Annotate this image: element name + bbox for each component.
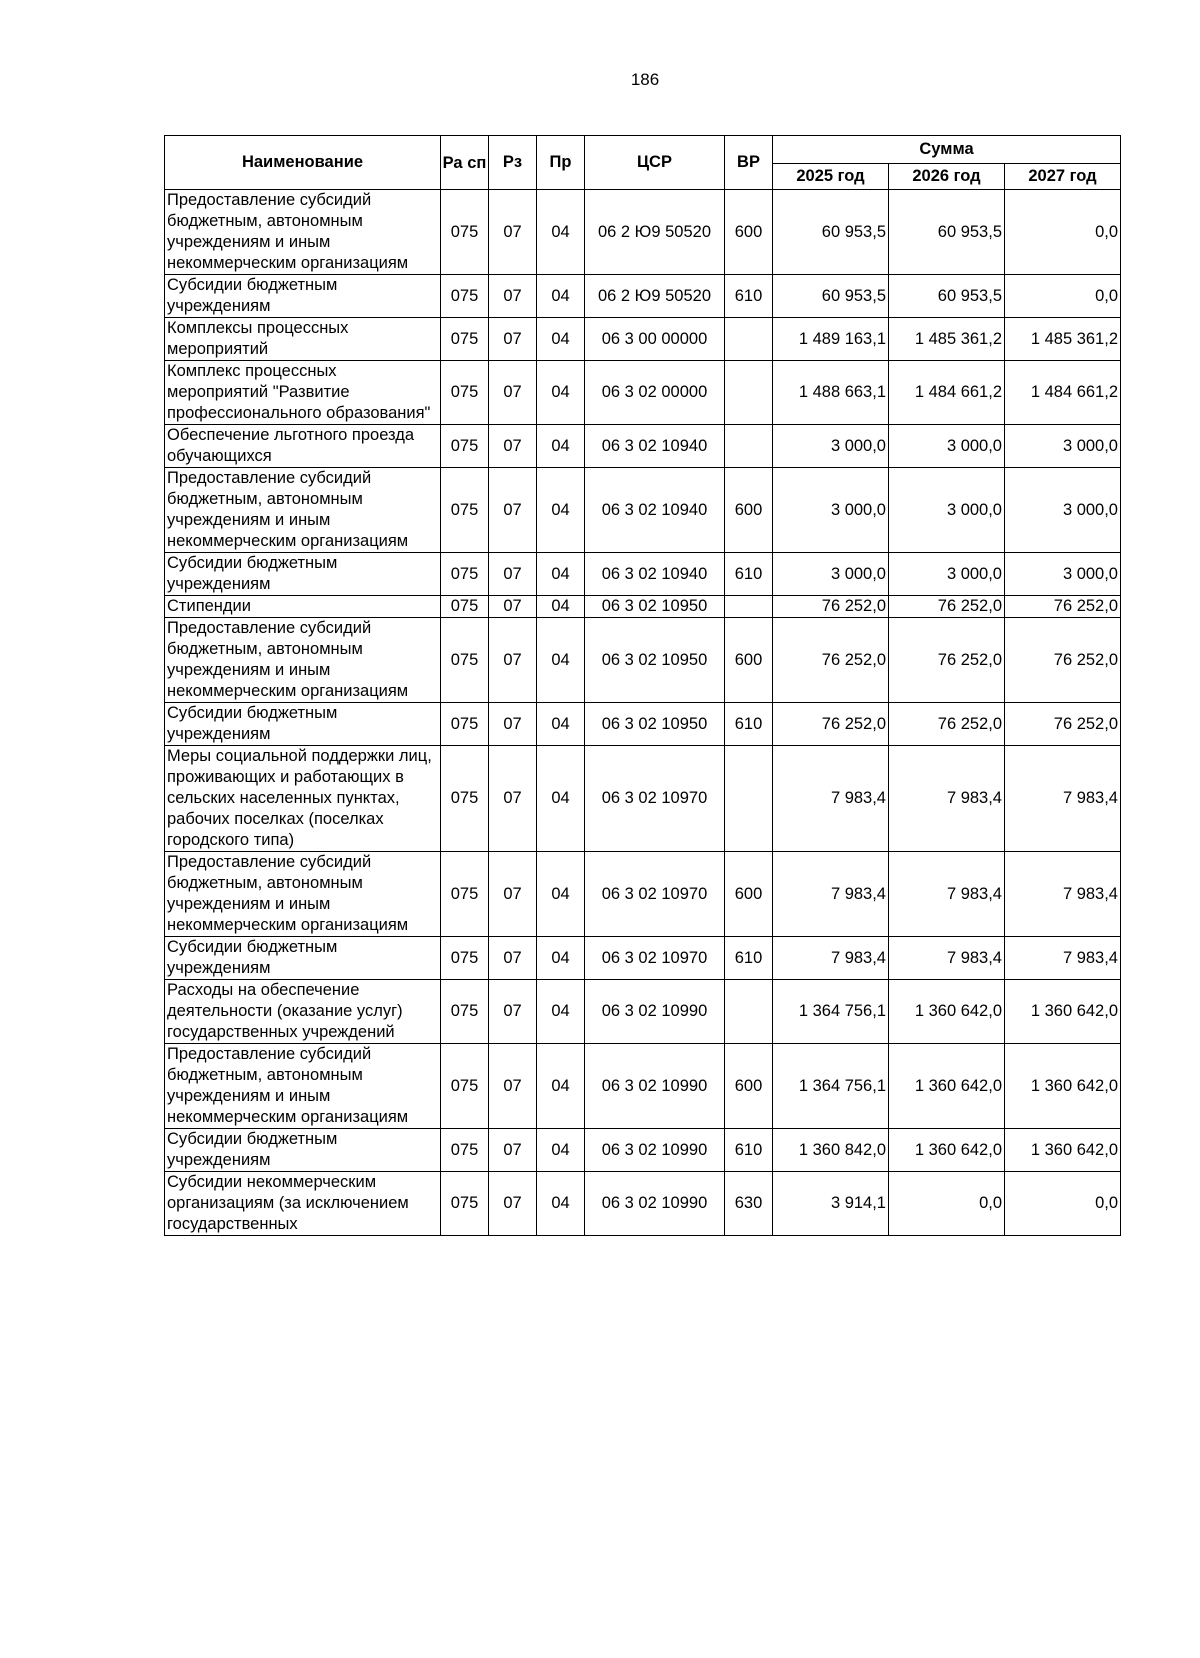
cell-name: Меры социальной поддержки лиц, проживающих и работающих в сельских населенных пунктах, рабочих поселках (поселках городского типа): [165, 746, 441, 852]
cell-pr: 04: [537, 852, 585, 937]
cell-rasp: 075: [441, 318, 489, 361]
cell-rasp: 075: [441, 746, 489, 852]
table-row: [165, 1044, 1121, 1129]
cell-y2027: 0,0: [1005, 190, 1121, 275]
table-row: [165, 703, 1121, 746]
cell-pr: 04: [537, 937, 585, 980]
cell-rz: 07: [489, 318, 537, 361]
cell-y2025: 76 252,0: [773, 618, 889, 703]
cell-y2027: 3 000,0: [1005, 553, 1121, 596]
cell-pr: 04: [537, 553, 585, 596]
cell-rz: 07: [489, 852, 537, 937]
cell-y2025: 3 000,0: [773, 425, 889, 468]
table-row: [165, 425, 1121, 468]
cell-vr: 610: [725, 703, 773, 746]
cell-rz: 07: [489, 937, 537, 980]
cell-name: Комплекс процессных мероприятий "Развитие профессионального образования": [165, 361, 441, 425]
cell-rz: 07: [489, 468, 537, 553]
cell-y2025: 3 000,0: [773, 553, 889, 596]
cell-vr: [725, 425, 773, 468]
cell-vr: [725, 361, 773, 425]
cell-rz: 07: [489, 1129, 537, 1172]
header-rasp: Ра сп: [441, 136, 489, 190]
cell-y2026: 3 000,0: [889, 425, 1005, 468]
cell-y2027: 76 252,0: [1005, 618, 1121, 703]
cell-vr: 610: [725, 937, 773, 980]
cell-name: Обеспечение льготного проезда обучающихся: [165, 425, 441, 468]
cell-csr: 06 3 02 10970: [585, 852, 725, 937]
cell-vr: 600: [725, 1044, 773, 1129]
table-row: [165, 746, 1121, 852]
cell-csr: 06 3 02 10950: [585, 703, 725, 746]
cell-y2025: 60 953,5: [773, 275, 889, 318]
table-row: [165, 1172, 1121, 1236]
cell-rasp: 075: [441, 1172, 489, 1236]
cell-rasp: 075: [441, 937, 489, 980]
cell-y2025: 1 360 842,0: [773, 1129, 889, 1172]
cell-y2027: 1 485 361,2: [1005, 318, 1121, 361]
cell-y2025: 3 914,1: [773, 1172, 889, 1236]
cell-pr: 04: [537, 190, 585, 275]
table-row: [165, 618, 1121, 703]
header-pr: Пр: [537, 136, 585, 190]
cell-vr: [725, 746, 773, 852]
table-row: [165, 361, 1121, 425]
cell-name: Субсидии бюджетным учреждениям: [165, 703, 441, 746]
cell-rz: 07: [489, 618, 537, 703]
table-row: [165, 937, 1121, 980]
cell-y2027: 1 360 642,0: [1005, 980, 1121, 1044]
cell-rasp: 075: [441, 190, 489, 275]
cell-y2027: 1 484 661,2: [1005, 361, 1121, 425]
cell-vr: 600: [725, 618, 773, 703]
cell-y2026: 76 252,0: [889, 703, 1005, 746]
cell-rasp: 075: [441, 553, 489, 596]
cell-y2027: 76 252,0: [1005, 703, 1121, 746]
cell-name: Предоставление субсидий бюджетным, автономным учреждениям и иным некоммерческим организациям: [165, 852, 441, 937]
cell-csr: 06 3 02 10950: [585, 618, 725, 703]
table-row: [165, 190, 1121, 275]
cell-y2025: 1 489 163,1: [773, 318, 889, 361]
header-vr: ВР: [725, 136, 773, 190]
cell-csr: 06 2 Ю9 50520: [585, 190, 725, 275]
header-csr: ЦСР: [585, 136, 725, 190]
cell-pr: 04: [537, 468, 585, 553]
cell-name: Предоставление субсидий бюджетным, автономным учреждениям и иным некоммерческим организациям: [165, 1044, 441, 1129]
cell-y2026: 76 252,0: [889, 596, 1005, 618]
cell-y2025: 1 364 756,1: [773, 1044, 889, 1129]
header-2025: 2025 год: [773, 164, 889, 190]
table-row: [165, 553, 1121, 596]
header-2027: 2027 год: [1005, 164, 1121, 190]
header-sum: Сумма: [773, 136, 1121, 164]
cell-y2027: 3 000,0: [1005, 468, 1121, 553]
cell-pr: 04: [537, 980, 585, 1044]
cell-vr: 610: [725, 553, 773, 596]
cell-name: Субсидии бюджетным учреждениям: [165, 553, 441, 596]
cell-pr: 04: [537, 1172, 585, 1236]
cell-y2026: 60 953,5: [889, 275, 1005, 318]
cell-y2026: 7 983,4: [889, 852, 1005, 937]
cell-rasp: 075: [441, 596, 489, 618]
budget-table: [164, 135, 1121, 1236]
cell-rz: 07: [489, 746, 537, 852]
cell-y2027: 0,0: [1005, 1172, 1121, 1236]
cell-y2025: 76 252,0: [773, 596, 889, 618]
cell-y2026: 3 000,0: [889, 553, 1005, 596]
table-row: [165, 275, 1121, 318]
cell-vr: 600: [725, 468, 773, 553]
cell-pr: 04: [537, 425, 585, 468]
cell-rasp: 075: [441, 425, 489, 468]
cell-csr: 06 3 02 10940: [585, 468, 725, 553]
cell-rz: 07: [489, 1172, 537, 1236]
cell-y2026: 76 252,0: [889, 618, 1005, 703]
cell-rasp: 075: [441, 361, 489, 425]
cell-y2025: 1 488 663,1: [773, 361, 889, 425]
cell-csr: 06 3 02 10990: [585, 1044, 725, 1129]
cell-csr: 06 3 02 10950: [585, 596, 725, 618]
cell-y2026: 7 983,4: [889, 937, 1005, 980]
cell-name: Предоставление субсидий бюджетным, автономным учреждениям и иным некоммерческим организациям: [165, 190, 441, 275]
header-name: Наименование: [165, 136, 441, 190]
cell-y2025: 60 953,5: [773, 190, 889, 275]
cell-pr: 04: [537, 1044, 585, 1129]
cell-y2025: 76 252,0: [773, 703, 889, 746]
cell-vr: [725, 980, 773, 1044]
cell-rz: 07: [489, 980, 537, 1044]
cell-rasp: 075: [441, 1129, 489, 1172]
cell-y2026: 1 360 642,0: [889, 1044, 1005, 1129]
cell-name: Стипендии: [165, 596, 441, 618]
cell-csr: 06 3 02 00000: [585, 361, 725, 425]
cell-y2026: 0,0: [889, 1172, 1005, 1236]
cell-rasp: 075: [441, 980, 489, 1044]
cell-csr: 06 3 02 10940: [585, 425, 725, 468]
header-rz: Рз: [489, 136, 537, 190]
cell-rasp: 075: [441, 275, 489, 318]
cell-name: Комплексы процессных мероприятий: [165, 318, 441, 361]
cell-rasp: 075: [441, 1044, 489, 1129]
cell-csr: 06 3 02 10940: [585, 553, 725, 596]
cell-y2027: 7 983,4: [1005, 746, 1121, 852]
cell-y2026: 7 983,4: [889, 746, 1005, 852]
cell-y2027: 7 983,4: [1005, 852, 1121, 937]
cell-y2026: 1 485 361,2: [889, 318, 1005, 361]
cell-rz: 07: [489, 275, 537, 318]
cell-vr: 600: [725, 852, 773, 937]
cell-pr: 04: [537, 1129, 585, 1172]
cell-y2026: 1 360 642,0: [889, 1129, 1005, 1172]
cell-pr: 04: [537, 746, 585, 852]
cell-name: Субсидии бюджетным учреждениям: [165, 1129, 441, 1172]
cell-y2025: 1 364 756,1: [773, 980, 889, 1044]
cell-pr: 04: [537, 703, 585, 746]
cell-csr: 06 3 02 10990: [585, 1172, 725, 1236]
cell-y2025: 7 983,4: [773, 937, 889, 980]
cell-pr: 04: [537, 618, 585, 703]
cell-y2027: 7 983,4: [1005, 937, 1121, 980]
cell-y2026: 1 360 642,0: [889, 980, 1005, 1044]
cell-y2025: 3 000,0: [773, 468, 889, 553]
cell-name: Субсидии бюджетным учреждениям: [165, 275, 441, 318]
cell-pr: 04: [537, 596, 585, 618]
table-header: [165, 136, 1121, 190]
cell-rz: 07: [489, 425, 537, 468]
table-row: [165, 596, 1121, 618]
cell-y2027: 1 360 642,0: [1005, 1129, 1121, 1172]
header-2026: 2026 год: [889, 164, 1005, 190]
cell-name: Субсидии бюджетным учреждениям: [165, 937, 441, 980]
cell-pr: 04: [537, 318, 585, 361]
cell-vr: 610: [725, 1129, 773, 1172]
cell-pr: 04: [537, 275, 585, 318]
cell-csr: 06 3 02 10990: [585, 1129, 725, 1172]
table-body: [165, 190, 1121, 1236]
cell-name: Предоставление субсидий бюджетным, автономным учреждениям и иным некоммерческим организациям: [165, 618, 441, 703]
cell-pr: 04: [537, 361, 585, 425]
cell-rz: 07: [489, 596, 537, 618]
cell-name: Расходы на обеспечение деятельности (оказание услуг) государственных учреждений: [165, 980, 441, 1044]
cell-y2027: 3 000,0: [1005, 425, 1121, 468]
cell-csr: 06 2 Ю9 50520: [585, 275, 725, 318]
cell-y2025: 7 983,4: [773, 746, 889, 852]
cell-y2025: 7 983,4: [773, 852, 889, 937]
cell-rz: 07: [489, 190, 537, 275]
cell-y2026: 1 484 661,2: [889, 361, 1005, 425]
cell-y2027: 1 360 642,0: [1005, 1044, 1121, 1129]
cell-vr: [725, 318, 773, 361]
cell-rasp: 075: [441, 468, 489, 553]
cell-csr: 06 3 00 00000: [585, 318, 725, 361]
cell-y2027: 0,0: [1005, 275, 1121, 318]
cell-vr: 600: [725, 190, 773, 275]
cell-rasp: 075: [441, 703, 489, 746]
cell-rz: 07: [489, 361, 537, 425]
cell-csr: 06 3 02 10970: [585, 746, 725, 852]
table-row: [165, 980, 1121, 1044]
cell-name: Предоставление субсидий бюджетным, автономным учреждениям и иным некоммерческим организациям: [165, 468, 441, 553]
cell-y2027: 76 252,0: [1005, 596, 1121, 618]
cell-csr: 06 3 02 10970: [585, 937, 725, 980]
cell-vr: 610: [725, 275, 773, 318]
cell-csr: 06 3 02 10990: [585, 980, 725, 1044]
cell-rasp: 075: [441, 852, 489, 937]
cell-vr: [725, 596, 773, 618]
cell-y2026: 3 000,0: [889, 468, 1005, 553]
table-row: [165, 318, 1121, 361]
page-number: 186: [630, 70, 660, 89]
cell-vr: 630: [725, 1172, 773, 1236]
cell-name: Субсидии некоммерческим организациям (за исключением государственных: [165, 1172, 441, 1236]
cell-rz: 07: [489, 553, 537, 596]
table-row: [165, 468, 1121, 553]
table-row: [165, 1129, 1121, 1172]
cell-y2026: 60 953,5: [889, 190, 1005, 275]
table-row: [165, 852, 1121, 937]
cell-rz: 07: [489, 703, 537, 746]
cell-rasp: 075: [441, 618, 489, 703]
cell-rz: 07: [489, 1044, 537, 1129]
